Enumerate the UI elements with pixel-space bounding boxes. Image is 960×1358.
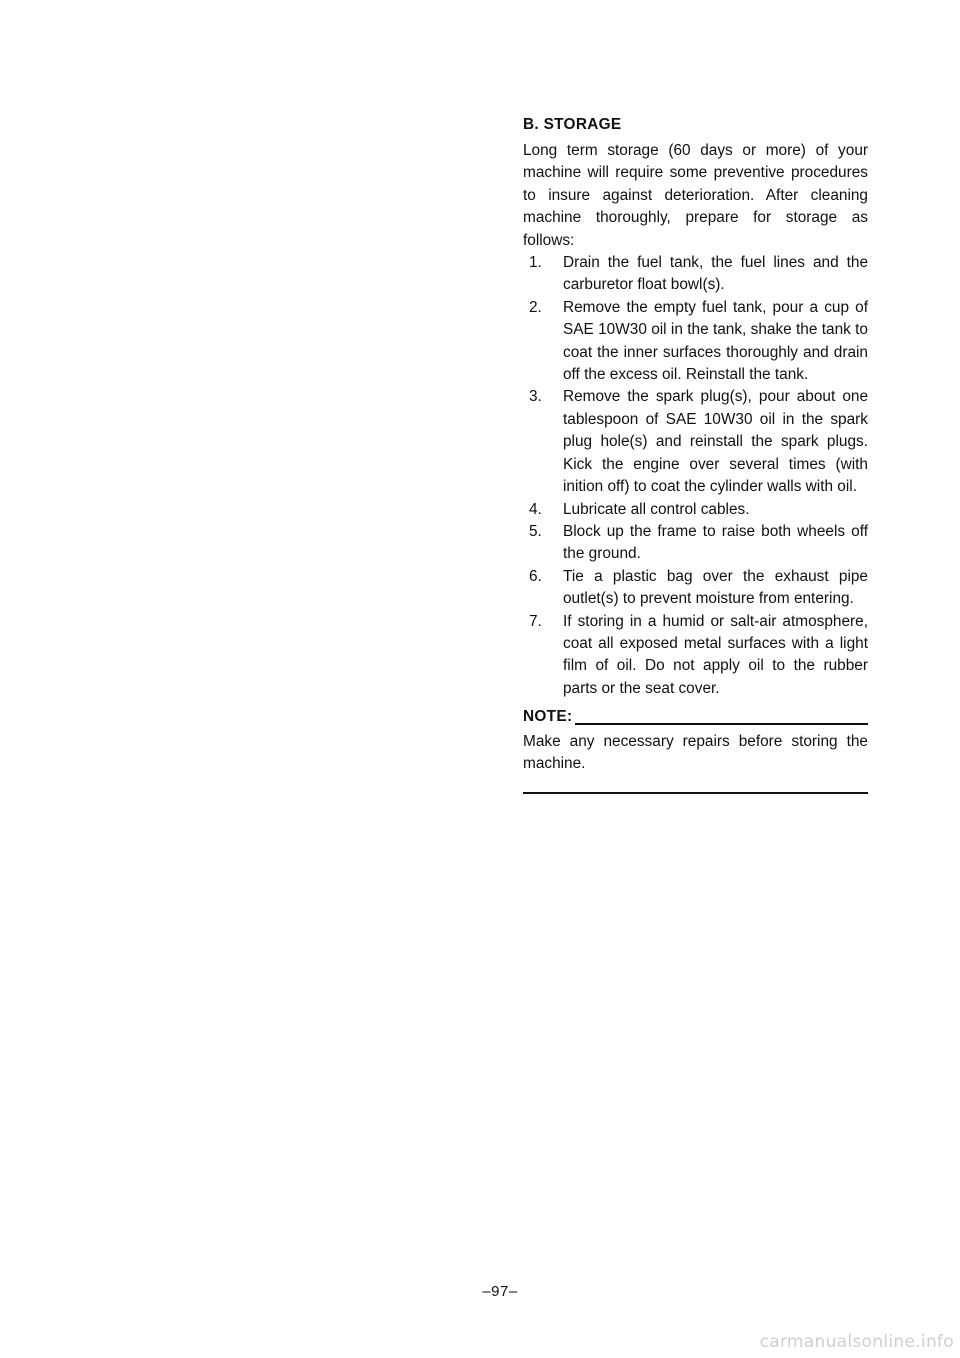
note-end-rule bbox=[523, 792, 868, 794]
note-text: Make any necessary repairs before storing the machine. bbox=[523, 732, 868, 772]
step-number: 7. bbox=[529, 612, 542, 630]
step-number: 6. bbox=[529, 567, 542, 585]
step-text: Lubricate all control cables. bbox=[563, 500, 750, 518]
storage-step bbox=[523, 252, 868, 297]
step-number: 4. bbox=[529, 500, 542, 518]
step-number: 2. bbox=[529, 298, 542, 316]
storage-step bbox=[523, 297, 868, 387]
page-number: –97– bbox=[482, 1283, 518, 1300]
step-number: 1. bbox=[529, 254, 542, 272]
step-text: Block up the frame to raise both wheels off the ground. bbox=[563, 522, 868, 563]
section-title: B. STORAGE bbox=[523, 116, 622, 133]
storage-step bbox=[523, 521, 868, 566]
watermark: carmanualsonline.info bbox=[759, 1332, 954, 1352]
step-number: 3. bbox=[529, 388, 542, 406]
storage-step bbox=[523, 499, 868, 521]
storage-step bbox=[523, 386, 868, 498]
step-text: Remove the spark plug(s), pour about one tablespoon of SAE 10W30 oil in the spark plug hole(s) and reinstall the spark plugs. Kick the engine over several times (with inition off) to coat the cylinder walls with oil. bbox=[563, 388, 868, 496]
step-text: Tie a plastic bag over the exhaust pipe outlet(s) to prevent moisture from entering. bbox=[563, 567, 868, 608]
note-header bbox=[523, 706, 868, 728]
step-text: If storing in a humid or salt-air atmosphere, coat all exposed metal surfaces with a light film of oil. Do not apply oil to the rubber parts or the seat cover. bbox=[563, 612, 868, 697]
storage-step bbox=[523, 566, 868, 611]
step-text: Remove the empty fuel tank, pour a cup of SAE 10W30 oil in the tank, shake the tank to coat the inner surfaces thoroughly and drain off the excess oil. Reinstall the tank. bbox=[563, 298, 868, 384]
step-text: Drain the fuel tank, the fuel lines and the carburetor float bowl(s). bbox=[563, 254, 868, 294]
storage-steps-list bbox=[523, 252, 868, 700]
storage-step bbox=[523, 611, 868, 701]
note-label: NOTE: bbox=[523, 708, 573, 726]
note-rule bbox=[575, 723, 868, 725]
storage-section bbox=[523, 113, 868, 794]
step-number: 5. bbox=[529, 522, 542, 540]
section-intro: Long term storage (60 days or more) of your machine will require some preventive procedures to insure against deterioration. After cleaning machine thoroughly, prepare for storage as follows: bbox=[523, 142, 868, 249]
